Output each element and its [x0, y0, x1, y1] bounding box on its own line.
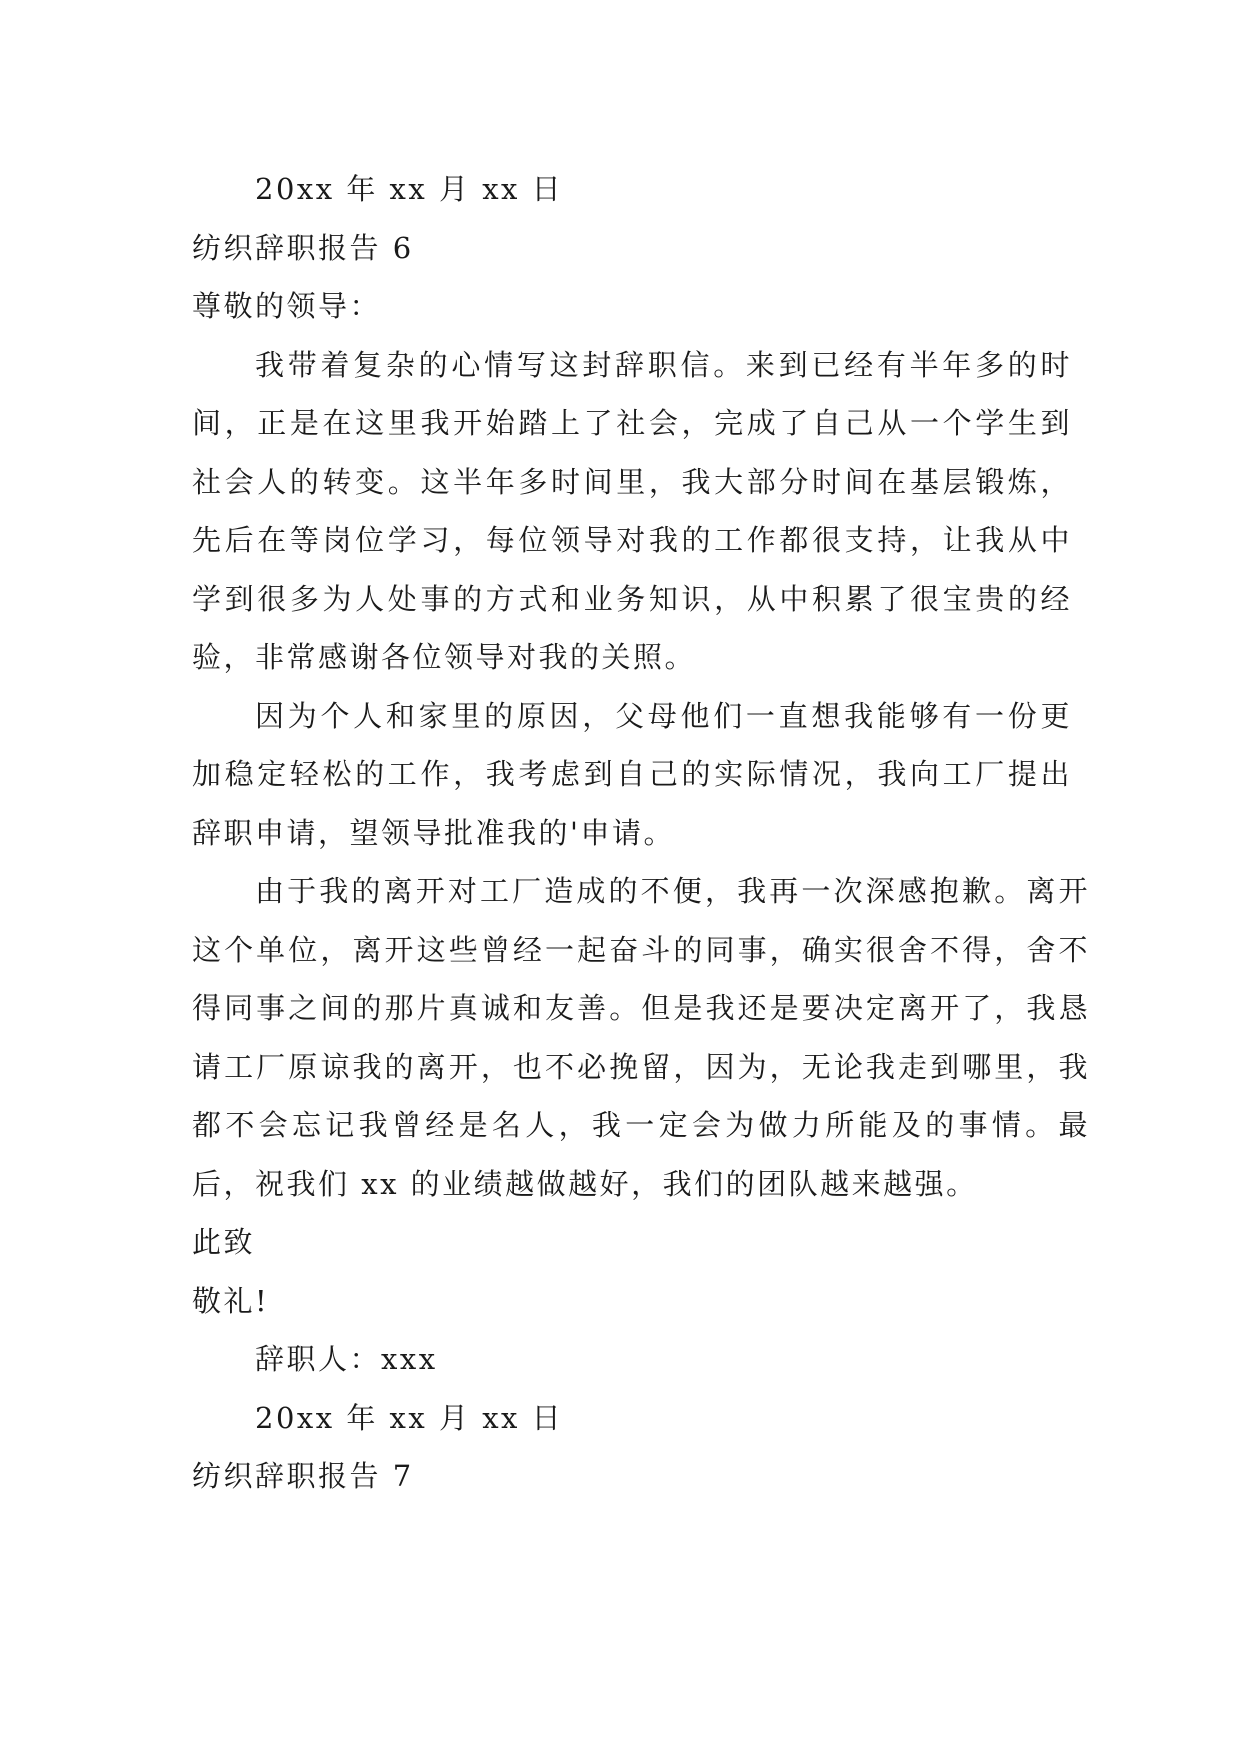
next-section-title: 纺织辞职报告 7: [192, 1459, 414, 1493]
salutation: 尊敬的领导：: [192, 289, 382, 323]
section-title: 纺织辞职报告 6: [192, 230, 414, 265]
closing-salute: 敬礼!: [192, 1283, 270, 1318]
closing-greeting: 此致: [192, 1225, 256, 1259]
paragraph-1: 我带着复杂的心情写这封辞职信。来到已经有半年多的时间，正是在这里我开始踏上了社会，完成了自己从一个学生到社会人的转变。这半年多时间里，我大部分时间在基层锻炼，先后在等岗位学习，每位领导对我的工作都很支持，让我从中学到很多为人处事的方式和业务知识，从中积累了很宝贵的经验，非常感谢各位领导对我的关照。: [192, 347, 1072, 674]
date-top: 20xx 年 xx 月 xx 日: [255, 172, 564, 206]
paragraph-3: 由于我的离开对工厂造成的不便，我再一次深感抱歉。离开这个单位，离开这些曾经一起奋斗的同事，确实很舍不得，舍不得同事之间的那片真诚和友善。但是我还是要决定离开了，我恳请工厂原谅我的离开，也不必挽留，因为，无论我走到哪里，我都不会忘记我曾经是名人，我一定会为做力所能及的事情。最后，祝我们 xx 的业绩越做越好，我们的团队越来越强。: [192, 874, 1090, 1201]
date-bottom: 20xx 年 xx 月 xx 日: [255, 1400, 564, 1435]
signer: 辞职人：xxx: [255, 1342, 438, 1376]
paragraph-2: 因为个人和家里的原因，父母他们一直想我能够有一份更加稳定轻松的工作，我考虑到自己的实际情况，我向工厂提出辞职申请，望领导批准我的'申请。: [192, 698, 1072, 850]
letter-body: [192, 160, 1090, 1506]
